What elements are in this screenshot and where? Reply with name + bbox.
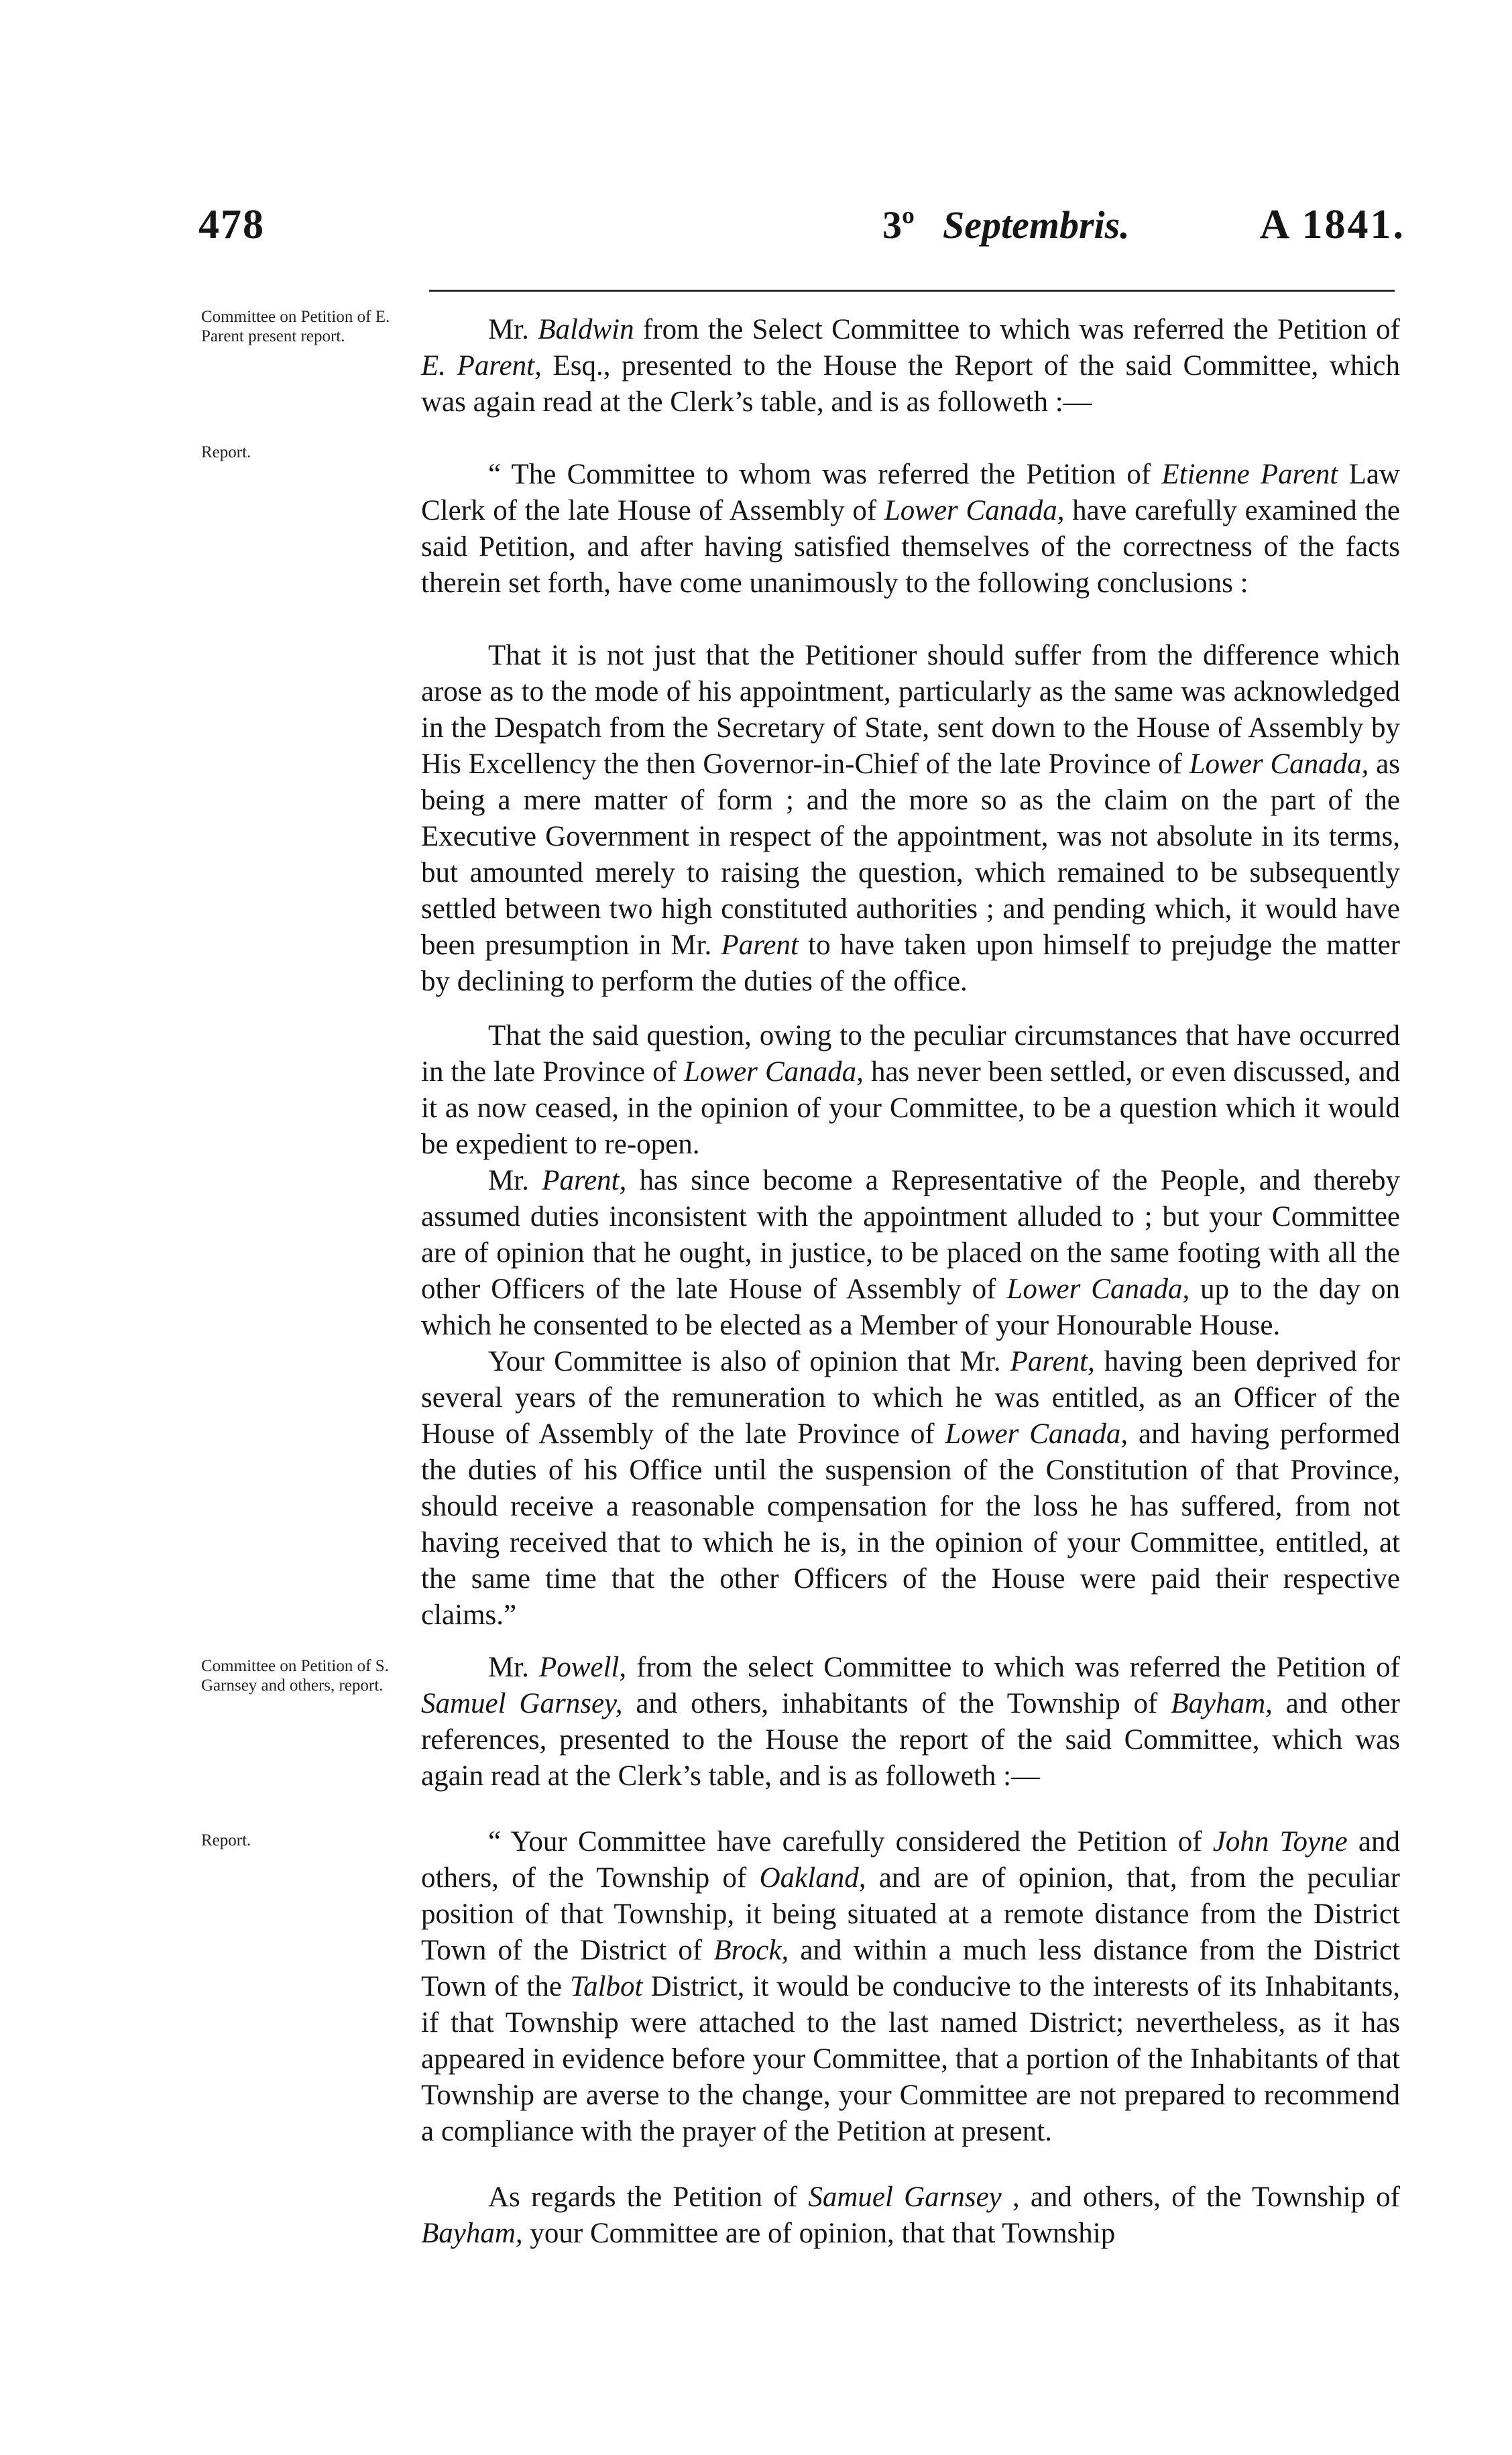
date-month: Septembris.	[943, 203, 1130, 247]
person-name: Parent	[721, 929, 799, 961]
text-run: and within a much less distance from the District Town of the	[421, 1935, 1400, 2002]
text-run: and having performed the duties of his Office until the suspension of the Constitution of that Province, should receive a reasonable compensation for the loss he has suffered, from not having received that to which he is, in the opinion of your Committee, entitled, at the same time that the other Officers of the House were paid their respective claims.”	[421, 1418, 1400, 1631]
place-name: Lower Canada,	[1189, 748, 1369, 780]
text-run: has since become a Representative of the People, and thereby assumed duties inconsistent with the appointment alluded to ; but your Committee are of opinion that he ought, in justice, to be placed on the same footing with all the other Officers of the late House of Assembly of	[421, 1165, 1400, 1305]
text-run: as being a mere matter of form ; and the more so as the claim on the part of the Executive Government in respect of the appointment, was not absolute in its terms, but amounted merely to raising the question, which remained to be subsequently settled between two high constituted authorities ; and pending which, it would have been presumption in Mr.	[421, 748, 1400, 961]
text-run: Mr.	[488, 314, 538, 345]
paragraph-question-never-settled	[421, 1018, 1400, 1163]
text-run: Mr.	[488, 1165, 542, 1196]
paragraph-baldwin-report	[421, 312, 1400, 420]
person-name: Parent,	[1010, 1346, 1095, 1377]
person-name: Parent,	[542, 1165, 627, 1196]
text-run: Esq., presented to the House the Report of the said Committee, which was again read at the Clerk’s table, and is as followeth :—	[421, 350, 1400, 418]
margin-note-committee-garnsey: Committee on Petition of S. Garnsey and others, report.	[201, 1657, 389, 1695]
text-run: up to the day on which he consented to be elected as a Member of your Honourable House.	[421, 1273, 1400, 1341]
page-header	[198, 201, 1405, 268]
text-run: has never been settled, or even discussed, and it as now ceased, in the opinion of your Committee, to be a question which it would be expedient to re-open.	[421, 1056, 1400, 1160]
date-day: 3º	[882, 203, 915, 247]
margin-note-committee-parent: Committee on Petition of E. Parent present report.	[201, 308, 390, 345]
place-name: Bayham,	[421, 2218, 523, 2249]
person-name: Baldwin	[538, 314, 634, 345]
paragraph-bayham-petition	[421, 2179, 1400, 2252]
text-run: “ The Committee to whom was referred the Petition of	[488, 459, 1162, 490]
text-run: and others, inhabitants of the Township of	[622, 1688, 1171, 1719]
text-run: “ Your Committee have carefully considered the Petition of	[488, 1826, 1213, 1858]
place-name: Lower Canada,	[1006, 1273, 1190, 1305]
paragraph-parent-representative	[421, 1163, 1400, 1344]
paragraph-parent-committee-intro	[421, 457, 1400, 602]
place-name: Talbot	[570, 1971, 643, 2002]
text-run: your Committee are of opinion, that that Township	[522, 2218, 1116, 2249]
text-run: and are of opinion, that, from the peculiar position of that Township, it being situated at a remote distance from the District Town of the District of	[421, 1862, 1400, 1966]
text-run: and others, of the Township of	[421, 1826, 1400, 1894]
place-name: Lower Canada,	[684, 1056, 864, 1088]
text-run: That the said question, owing to the peculiar circumstances that have occurred in the late Province of	[421, 1020, 1400, 1088]
text-run: That it is not just that the Petitioner should suffer from the difference which arose as to the mode of his appointment, particularly as the same was acknowledged in the Despatch from the Secretary of State, sent down to the House of Assembly by His Excellency the then Governor-in-Chief of the late Province of	[421, 640, 1400, 780]
person-name: E. Parent,	[421, 350, 542, 382]
text-run: and other references, presented to the House the report of the said Committee, which was again read at the Clerk’s table, and is as followeth :—	[421, 1688, 1401, 1792]
margin-note-report-1: Report.	[201, 443, 251, 461]
margin-note-report-2: Report.	[201, 1831, 251, 1849]
text-run: from the select Committee to which was referred the Petition of	[626, 1652, 1400, 1683]
place-name: Lower Canada,	[945, 1418, 1128, 1450]
text-run: to have taken upon himself to prejudge the matter by declining to perform the duties of the office.	[421, 929, 1401, 997]
place-name: Brock,	[713, 1935, 789, 1966]
text-run: District, it would be conducive to the interests of its Inhabitants, if that Township were attached to the last named District; nevertheless, as it has appeared in evidence before your Committee, that a portion of the Inhabitants of that Township are averse to the change, your Committee are not prepared to recommend a compliance with the prayer of the Petition at present.	[421, 1971, 1401, 2147]
text-run: As regards the Petition of	[488, 2181, 809, 2213]
paragraph-compensation	[421, 1344, 1400, 1634]
person-name: Powell,	[538, 1652, 627, 1683]
year: A 1841.	[1259, 202, 1405, 247]
text-run: Mr.	[488, 1652, 539, 1683]
place-name: Bayham,	[1171, 1688, 1273, 1719]
place-name: Lower Canada,	[884, 495, 1065, 526]
text-run: from the Select Committee to which was referred the Petition of	[634, 314, 1400, 345]
person-name: Samuel Garnsey	[808, 2181, 1002, 2213]
place-name: Oakland,	[759, 1862, 866, 1894]
text-run: , and others, of the Township of	[1001, 2181, 1400, 2213]
paragraph-petitioner-difference	[421, 638, 1400, 1000]
text-run: have carefully examined the said Petition, and after having satisfied themselves of the correctness of the facts therein set forth, have come unanimously to the following conclusions :	[421, 495, 1400, 599]
text-run: having been deprived for several years of the remuneration to which he was entitled, as an Officer of the House of Assembly of the late Province of	[421, 1346, 1400, 1450]
person-name: Samuel Garnsey,	[421, 1688, 623, 1719]
person-name: Etienne Parent	[1161, 459, 1338, 490]
person-name: John Toyne	[1212, 1826, 1348, 1858]
text-run: Law Clerk of the late House of Assembly of	[421, 459, 1400, 526]
page-number: 478	[198, 202, 265, 247]
text-run: Your Committee is also of opinion that Mr.	[488, 1346, 1010, 1377]
paragraph-oakland-petition	[421, 1824, 1400, 2150]
paragraph-powell-report	[421, 1650, 1400, 1794]
header-rule	[429, 290, 1395, 292]
